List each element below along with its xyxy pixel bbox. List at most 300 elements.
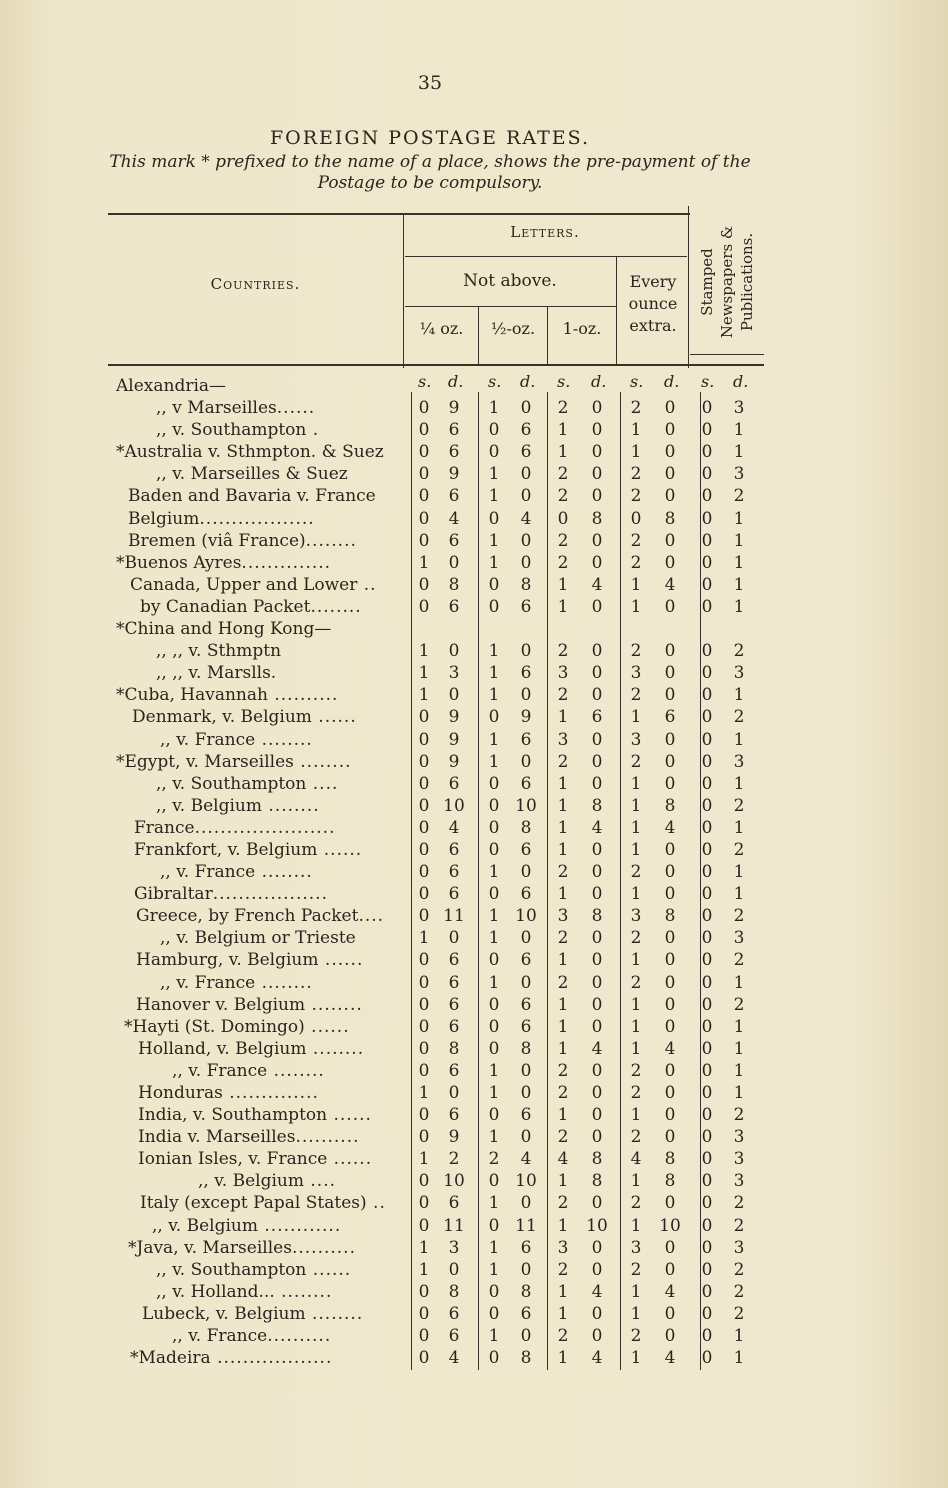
page-title: FOREIGN POSTAGE RATES. (269, 127, 590, 149)
rate-value: 0 (591, 1127, 603, 1148)
country-name (134, 817, 416, 839)
rate-value: 1 (557, 1038, 569, 1059)
rate-value: 1 (733, 442, 745, 463)
rate-value: 0 (488, 884, 500, 905)
rate-value: 0 (418, 839, 430, 860)
rate-value: 1 (630, 839, 642, 860)
rate-value: 1 (630, 420, 642, 441)
rate-value: 1 (733, 420, 745, 441)
rate-value: 6 (520, 773, 532, 794)
rate-value: 4 (664, 817, 676, 838)
table-row (104, 419, 764, 441)
rate-value: 8 (664, 795, 676, 816)
rate-value: 2 (733, 795, 745, 816)
rate-value: 10 (443, 1171, 465, 1192)
rate-value: 0 (488, 839, 500, 860)
rate-value: 11 (515, 1215, 537, 1236)
table-row (104, 1170, 764, 1192)
rate-value: 0 (488, 1348, 500, 1369)
rate-value: 2 (630, 464, 642, 485)
rate-value: 2 (630, 530, 642, 551)
rate-value: 3 (733, 928, 745, 949)
rate-value: 0 (418, 530, 430, 551)
rate-value: 0 (701, 1281, 713, 1302)
country-label: ,, v. Belgium or Trieste (160, 928, 356, 949)
country-label: India v. Marseilles (138, 1127, 296, 1148)
rate-value: 1 (557, 574, 569, 595)
rate-value: 2 (630, 862, 642, 883)
leader-dots: .......... (267, 685, 339, 706)
rate-value: 6 (520, 950, 532, 971)
rate-value: 0 (701, 1105, 713, 1126)
country-name (124, 1016, 416, 1038)
rate-value: 1 (488, 530, 500, 551)
rate-value: 0 (520, 641, 532, 662)
rate-value: 0 (701, 994, 713, 1015)
rate-value: 6 (520, 1303, 532, 1324)
rate-value: 0 (418, 707, 430, 728)
rate-value: 1 (630, 596, 642, 617)
rate-value: 11 (443, 1215, 465, 1236)
rate-value: 0 (488, 1303, 500, 1324)
rate-value: 0 (418, 994, 430, 1015)
leader-dots: .... (303, 1171, 337, 1192)
rate-value: 1 (630, 950, 642, 971)
country-name (138, 1038, 416, 1060)
rate-value: 6 (520, 1016, 532, 1037)
rate-value: 1 (488, 1193, 500, 1214)
rate-value: 0 (418, 596, 430, 617)
leader-dots: .......... (267, 1326, 332, 1347)
country-name (160, 729, 416, 751)
rate-value: 1 (418, 1237, 430, 1258)
country-name (156, 662, 416, 684)
rate-value: 0 (418, 1326, 430, 1347)
rate-value: 2 (733, 839, 745, 860)
rate-value: 1 (630, 574, 642, 595)
rate-value: 0 (520, 464, 532, 485)
rate-value: 6 (448, 884, 460, 905)
rate-value: 1 (557, 817, 569, 838)
rate-value: 0 (488, 574, 500, 595)
stamped-newspapers-header (692, 212, 762, 352)
table-row (104, 552, 764, 574)
rate-value: 6 (448, 994, 460, 1015)
rate-value: 0 (418, 795, 430, 816)
leader-dots: ........ (261, 795, 320, 816)
country-name (136, 994, 416, 1016)
leader-dots: .. (357, 574, 377, 595)
rate-value: 4 (664, 1281, 676, 1302)
rate-value: 0 (418, 1127, 430, 1148)
rate-value: 3 (733, 751, 745, 772)
rate-value: 0 (701, 442, 713, 463)
rate-value: 6 (448, 420, 460, 441)
rate-value: 1 (630, 1171, 642, 1192)
rate-value: 3 (448, 663, 460, 684)
rate-value: 1 (733, 1016, 745, 1037)
rate-value: 0 (664, 663, 676, 684)
country-label: Baden and Bavaria v. France (128, 486, 376, 507)
rate-value: 1 (418, 641, 430, 662)
rate-value: 2 (557, 685, 569, 706)
rate-value: 2 (630, 641, 642, 662)
rate-value: 1 (488, 486, 500, 507)
rate-value: 0 (418, 1348, 430, 1369)
rate-value: 1 (733, 1083, 745, 1103)
rate-value: 8 (591, 906, 603, 927)
rate-value: 2 (557, 1326, 569, 1347)
rate-value: 0 (591, 950, 603, 971)
rate-value: 0 (418, 751, 430, 772)
rate-value: 0 (591, 884, 603, 905)
rate-value: 1 (733, 685, 745, 706)
rate-value: 3 (557, 906, 569, 927)
rate-value: 0 (418, 1281, 430, 1302)
rate-value: 0 (591, 420, 603, 441)
leader-dots: ........ (255, 972, 313, 993)
leader-dots: ...... (317, 839, 363, 860)
rate-value: 0 (701, 1215, 713, 1236)
rates-table (104, 375, 764, 1369)
rate-value: 0 (630, 508, 642, 529)
rate-value: 1 (733, 972, 745, 993)
rate-value: 9 (448, 751, 460, 772)
rate-value: 0 (664, 1127, 676, 1148)
rate-value: 6 (448, 1193, 460, 1214)
unit-label: s. (488, 372, 502, 391)
rate-value: 1 (630, 817, 642, 838)
country-name (140, 596, 416, 618)
country-name (116, 441, 416, 463)
rate-value: 0 (591, 1193, 603, 1214)
leader-dots: ...................... (194, 817, 336, 838)
country-name (156, 795, 416, 817)
table-row (104, 1060, 764, 1082)
rate-value: 2 (733, 1281, 745, 1302)
rate-value: 2 (630, 1193, 642, 1214)
rate-value: 0 (591, 1303, 603, 1324)
rate-value: 1 (630, 707, 642, 728)
rate-value: 2 (630, 1127, 642, 1148)
rate-value: 3 (733, 1237, 745, 1258)
country-label: Ionian Isles, v. France (138, 1149, 328, 1170)
rate-value: 3 (733, 1171, 745, 1192)
rate-value: 0 (418, 1171, 430, 1192)
rate-value: 2 (557, 1127, 569, 1148)
rate-value: 1 (630, 442, 642, 463)
rate-value: 0 (591, 663, 603, 684)
table-row (104, 441, 764, 463)
leader-dots: ...... (276, 398, 316, 419)
rate-value: 0 (701, 1127, 713, 1148)
rate-value: 0 (664, 442, 676, 463)
rate-value: 0 (418, 1215, 430, 1236)
table-row (104, 1325, 764, 1347)
country-name (116, 375, 416, 397)
rate-value: 1 (488, 1326, 500, 1347)
rate-value: 4 (448, 508, 460, 529)
country-label: *Cuba, Havannah (116, 685, 268, 706)
rate-value: 0 (488, 1016, 500, 1037)
table-row (104, 375, 764, 397)
country-label: ,, ,, v. Sthmptn (156, 641, 282, 662)
country-name (128, 530, 416, 552)
rate-value: 2 (557, 928, 569, 949)
col-divider-1 (403, 213, 404, 368)
rate-value: 0 (591, 972, 603, 993)
rate-value: 0 (591, 552, 603, 573)
rate-value: 0 (701, 596, 713, 617)
table-row (104, 773, 764, 795)
rate-value: 0 (591, 1083, 603, 1103)
rate-value: 6 (520, 729, 532, 750)
rate-value: 8 (591, 508, 603, 529)
rate-value: 2 (557, 1259, 569, 1280)
rate-value: 4 (591, 1281, 603, 1302)
rate-value: 0 (557, 508, 569, 529)
country-name (160, 927, 416, 949)
leader-dots: ........ (255, 862, 313, 883)
rate-value: 0 (701, 928, 713, 949)
rate-value: 8 (664, 1171, 676, 1192)
table-row (104, 1303, 764, 1325)
rate-value: 2 (630, 1060, 642, 1081)
rate-value: 2 (557, 972, 569, 993)
leader-dots: ............ (257, 1215, 342, 1236)
country-name (116, 618, 416, 640)
leader-dots: . (306, 420, 320, 441)
rate-value: 1 (557, 884, 569, 905)
rate-value: 0 (664, 1259, 676, 1280)
leader-dots: .... (306, 773, 339, 794)
rate-value: 0 (664, 839, 676, 860)
table-row (104, 574, 764, 596)
page-subtitle: This mark * prefixed to the name of a place, shows the pre-payment of the Postage to be compulsory. (109, 152, 751, 193)
leader-dots: .............. (222, 1083, 319, 1103)
rate-value: 1 (630, 795, 642, 816)
rate-value: 0 (591, 464, 603, 485)
rate-value: 0 (520, 1083, 532, 1103)
country-label: *Java, v. Marseilles (128, 1237, 292, 1258)
rate-value: 6 (448, 486, 460, 507)
country-label: *Hayti (St. Domingo) (124, 1016, 305, 1037)
rate-value: 1 (488, 1259, 500, 1280)
table-row (104, 662, 764, 684)
leader-dots: ...... (327, 1149, 373, 1170)
rate-value: 6 (664, 707, 676, 728)
rate-value: 0 (591, 1326, 603, 1347)
rate-value: 6 (520, 1105, 532, 1126)
rate-value: 2 (630, 972, 642, 993)
rate-value: 1 (488, 464, 500, 485)
rate-value: 2 (630, 1326, 642, 1347)
rate-value: 3 (557, 1237, 569, 1258)
rate-value: 0 (418, 1303, 430, 1324)
leader-dots: .. (366, 1193, 386, 1214)
rate-value: 0 (520, 1060, 532, 1081)
rate-value: 2 (733, 1193, 745, 1214)
country-label: Holland, v. Belgium (138, 1038, 307, 1059)
leader-dots: .......... (295, 1127, 360, 1148)
unit-label: s. (557, 372, 571, 391)
rate-value: 9 (448, 729, 460, 750)
rate-value: 0 (488, 1281, 500, 1302)
rate-value: 1 (733, 884, 745, 905)
rate-value: 0 (591, 994, 603, 1015)
rate-value: 1 (557, 1105, 569, 1126)
rate-value: 1 (733, 1326, 745, 1347)
rate-value: 3 (733, 663, 745, 684)
rate-value: 4 (664, 1348, 676, 1369)
rate-value: 1 (557, 1348, 569, 1369)
rate-value: 0 (520, 685, 532, 706)
rate-value: 1 (630, 994, 642, 1015)
rate-value: 2 (733, 1105, 745, 1126)
rate-value: 0 (418, 1193, 430, 1214)
country-name (172, 1060, 416, 1082)
country-name (152, 1215, 416, 1237)
rate-value: 1 (630, 1215, 642, 1236)
country-name (132, 706, 416, 728)
page-number: 35 (417, 72, 443, 94)
rate-value: 0 (591, 729, 603, 750)
rate-value: 2 (733, 1259, 745, 1280)
rate-value: 0 (664, 464, 676, 485)
stamped-bottom-rule (690, 354, 764, 355)
country-name (130, 1347, 416, 1369)
rate-value: 0 (664, 1193, 676, 1214)
rate-value: 0 (664, 1237, 676, 1258)
leader-dots: ...... (311, 707, 357, 728)
rate-value: 0 (701, 574, 713, 595)
rate-value: 6 (520, 839, 532, 860)
rate-value: 0 (418, 1038, 430, 1059)
rate-value: 0 (664, 994, 676, 1015)
rate-value: 0 (664, 398, 676, 419)
rate-value: 0 (418, 906, 430, 927)
leader-dots: .................. (210, 1348, 333, 1369)
rate-value: 0 (701, 729, 713, 750)
rate-value: 0 (520, 1259, 532, 1280)
rate-value: 11 (443, 906, 465, 927)
rate-value: 0 (664, 641, 676, 662)
countries-header: Countries. (210, 275, 301, 293)
rate-value: 0 (664, 972, 676, 993)
rate-value: 3 (630, 906, 642, 927)
country-label: Gibraltar (134, 884, 213, 905)
letters-under-rule (405, 256, 687, 257)
rate-value: 0 (664, 1016, 676, 1037)
rate-value: 0 (701, 420, 713, 441)
rate-value: 1 (488, 1237, 500, 1258)
rate-value: 0 (418, 398, 430, 419)
rate-value: 0 (664, 862, 676, 883)
rate-value: 8 (591, 1149, 603, 1170)
unit-label: d. (520, 372, 536, 391)
rate-value: 1 (557, 994, 569, 1015)
rate-value: 0 (701, 685, 713, 706)
rate-value: 1 (733, 596, 745, 617)
country-label: ,, v. Southampton (156, 773, 307, 794)
rate-value: 1 (630, 1105, 642, 1126)
rate-value: 0 (448, 1259, 460, 1280)
rate-value: 4 (591, 574, 603, 595)
rate-value: 0 (418, 884, 430, 905)
every-ounce-extra-header: Every ounce extra. (628, 272, 678, 335)
unit-label: d. (733, 372, 749, 391)
leader-dots: ...... (304, 1016, 350, 1037)
rate-value: 0 (701, 1259, 713, 1280)
rate-value: 1 (418, 1259, 430, 1280)
rate-value: 1 (733, 508, 745, 529)
country-name (172, 1325, 416, 1347)
table-row (104, 905, 764, 927)
rate-value: 6 (448, 530, 460, 551)
rate-value: 0 (701, 795, 713, 816)
rate-value: 3 (557, 729, 569, 750)
rate-value: 3 (733, 1127, 745, 1148)
rate-value: 4 (664, 574, 676, 595)
rate-value: 2 (630, 398, 642, 419)
rate-value: 0 (664, 596, 676, 617)
leader-dots: .............. (241, 552, 332, 573)
rate-value: 1 (630, 1016, 642, 1037)
rate-value: 9 (448, 1127, 460, 1148)
rate-value: 6 (448, 442, 460, 463)
rate-value: 0 (701, 1303, 713, 1324)
rate-value: 1 (733, 773, 745, 794)
table-row (104, 839, 764, 861)
country-name (134, 883, 416, 905)
rate-value: 0 (418, 729, 430, 750)
table-row (104, 949, 764, 971)
rate-value: 0 (664, 950, 676, 971)
rate-value: 0 (591, 1016, 603, 1037)
rate-value: 0 (591, 1105, 603, 1126)
rate-value: 1 (418, 1149, 430, 1170)
rate-value: 0 (418, 574, 430, 595)
leader-dots: .................. (212, 884, 328, 905)
table-row (104, 1038, 764, 1060)
rate-value: 0 (701, 1060, 713, 1081)
rate-value: 0 (520, 751, 532, 772)
rate-value: 3 (448, 1237, 460, 1258)
rate-value: 0 (664, 1303, 676, 1324)
rate-value: 0 (418, 817, 430, 838)
rate-value: 8 (664, 508, 676, 529)
country-name (156, 397, 416, 419)
rate-value: 0 (664, 884, 676, 905)
rate-value: 2 (557, 862, 569, 883)
rate-value: 8 (520, 1281, 532, 1302)
rate-value: 0 (520, 486, 532, 507)
rate-value: 6 (448, 950, 460, 971)
leader-dots: .......... (291, 1237, 356, 1258)
table-row (104, 485, 764, 507)
rate-value: 2 (557, 1193, 569, 1214)
rate-value: 0 (488, 508, 500, 529)
rate-value: 0 (591, 398, 603, 419)
table-row (104, 618, 764, 640)
rate-value: 4 (630, 1149, 642, 1170)
rate-value: 4 (664, 1038, 676, 1059)
rate-value: 1 (733, 862, 745, 883)
rate-value: 1 (418, 552, 430, 573)
rate-value: 6 (448, 972, 460, 993)
rate-value: 6 (520, 884, 532, 905)
rate-value: 9 (520, 707, 532, 728)
